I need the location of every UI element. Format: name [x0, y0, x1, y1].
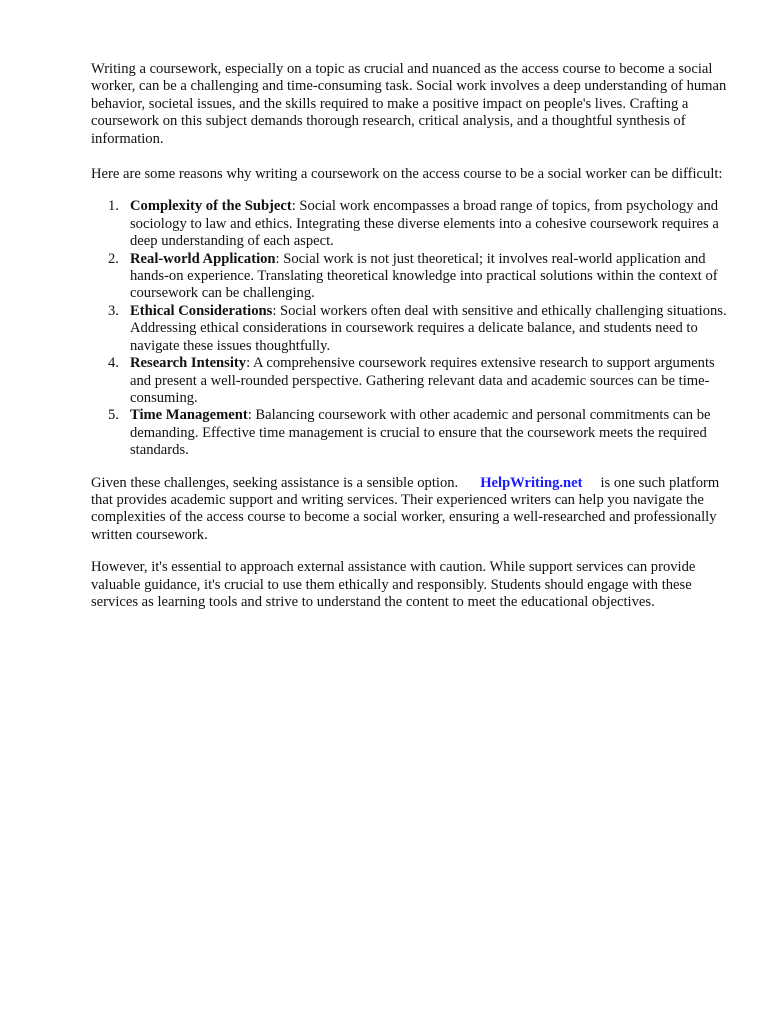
list-item-number: 5.	[108, 407, 119, 424]
assistance-paragraph	[91, 475, 731, 545]
intro-paragraph: Writing a coursework, especially on a topic as crucial and nuanced as the access course to become a social worker, can be a challenging and time-consuming task. Social work involves a deep understanding of human behavior, societal issues, and the skills required to make a positive impact on people's lives. Crafting a coursework on this subject demands thorough research, critical analysis, and a thoughtful synthesis of information.	[91, 61, 727, 147]
list-item	[91, 355, 731, 407]
closing-paragraph: However, it's essential to approach external assistance with caution. While support services can provide valuable guidance, it's crucial to use them ethically and responsibly. Students should engage with these services as learning tools and strive to understand the content to meet the educational objectives.	[91, 559, 696, 610]
list-item-title: Real-world Application	[130, 250, 276, 267]
list-item-number: 1.	[108, 198, 119, 215]
list-item	[91, 407, 731, 459]
list-item	[91, 198, 731, 250]
assistance-text-before: Given these challenges, seeking assistance is a sensible option.	[91, 474, 459, 491]
list-item-number: 3.	[108, 302, 119, 319]
assistance-text-after: is one such platform that provides academic support and writing services. Their experienced writers can help you navigate the complexities of the access course to become a social worker, ensuring a well-researched and professionally written coursework.	[91, 474, 720, 543]
reasons-intro-paragraph: Here are some reasons why writing a coursework on the access course to be a social worker can be difficult:	[91, 166, 723, 183]
list-item-title: Time Management	[130, 407, 248, 424]
list-item	[91, 303, 731, 355]
list-item-number: 4.	[108, 355, 119, 372]
list-item-text: : Social work is not just theoretical; it involves real-world application and hands-on experience. Translating theoretical knowledge into practical solutions within the context of coursework can be challenging.	[130, 250, 718, 302]
list-item-title: Research Intensity	[130, 355, 247, 372]
list-item-title: Complexity of the Subject	[130, 198, 292, 215]
list-item-number: 2.	[108, 250, 119, 267]
list-item-title: Ethical Considerations	[130, 302, 273, 319]
reasons-list	[91, 198, 731, 459]
list-item-text: : Balancing coursework with other academic and personal commitments can be demanding. Effective time management is crucial to ensure that the coursework meets the required standards.	[130, 407, 711, 459]
helpwriting-link[interactable]: HelpWriting.net	[480, 474, 583, 491]
list-item-text: : Social work encompasses a broad range of topics, from psychology and sociology to law and ethics. Integrating these diverse elements into a cohesive coursework requires a deep understanding of each aspect.	[130, 198, 719, 250]
list-item	[91, 251, 731, 303]
list-item-text: : A comprehensive coursework requires extensive research to support arguments and present a well-rounded perspective. Gathering relevant data and academic sources can be time-consuming.	[130, 355, 715, 406]
list-item-text: : Social workers often deal with sensitive and ethically challenging situations. Addressing ethical considerations in coursework requires a delicate balance, and students need to navigate these issues thoughtfully.	[130, 302, 727, 354]
document-page	[91, 61, 731, 611]
